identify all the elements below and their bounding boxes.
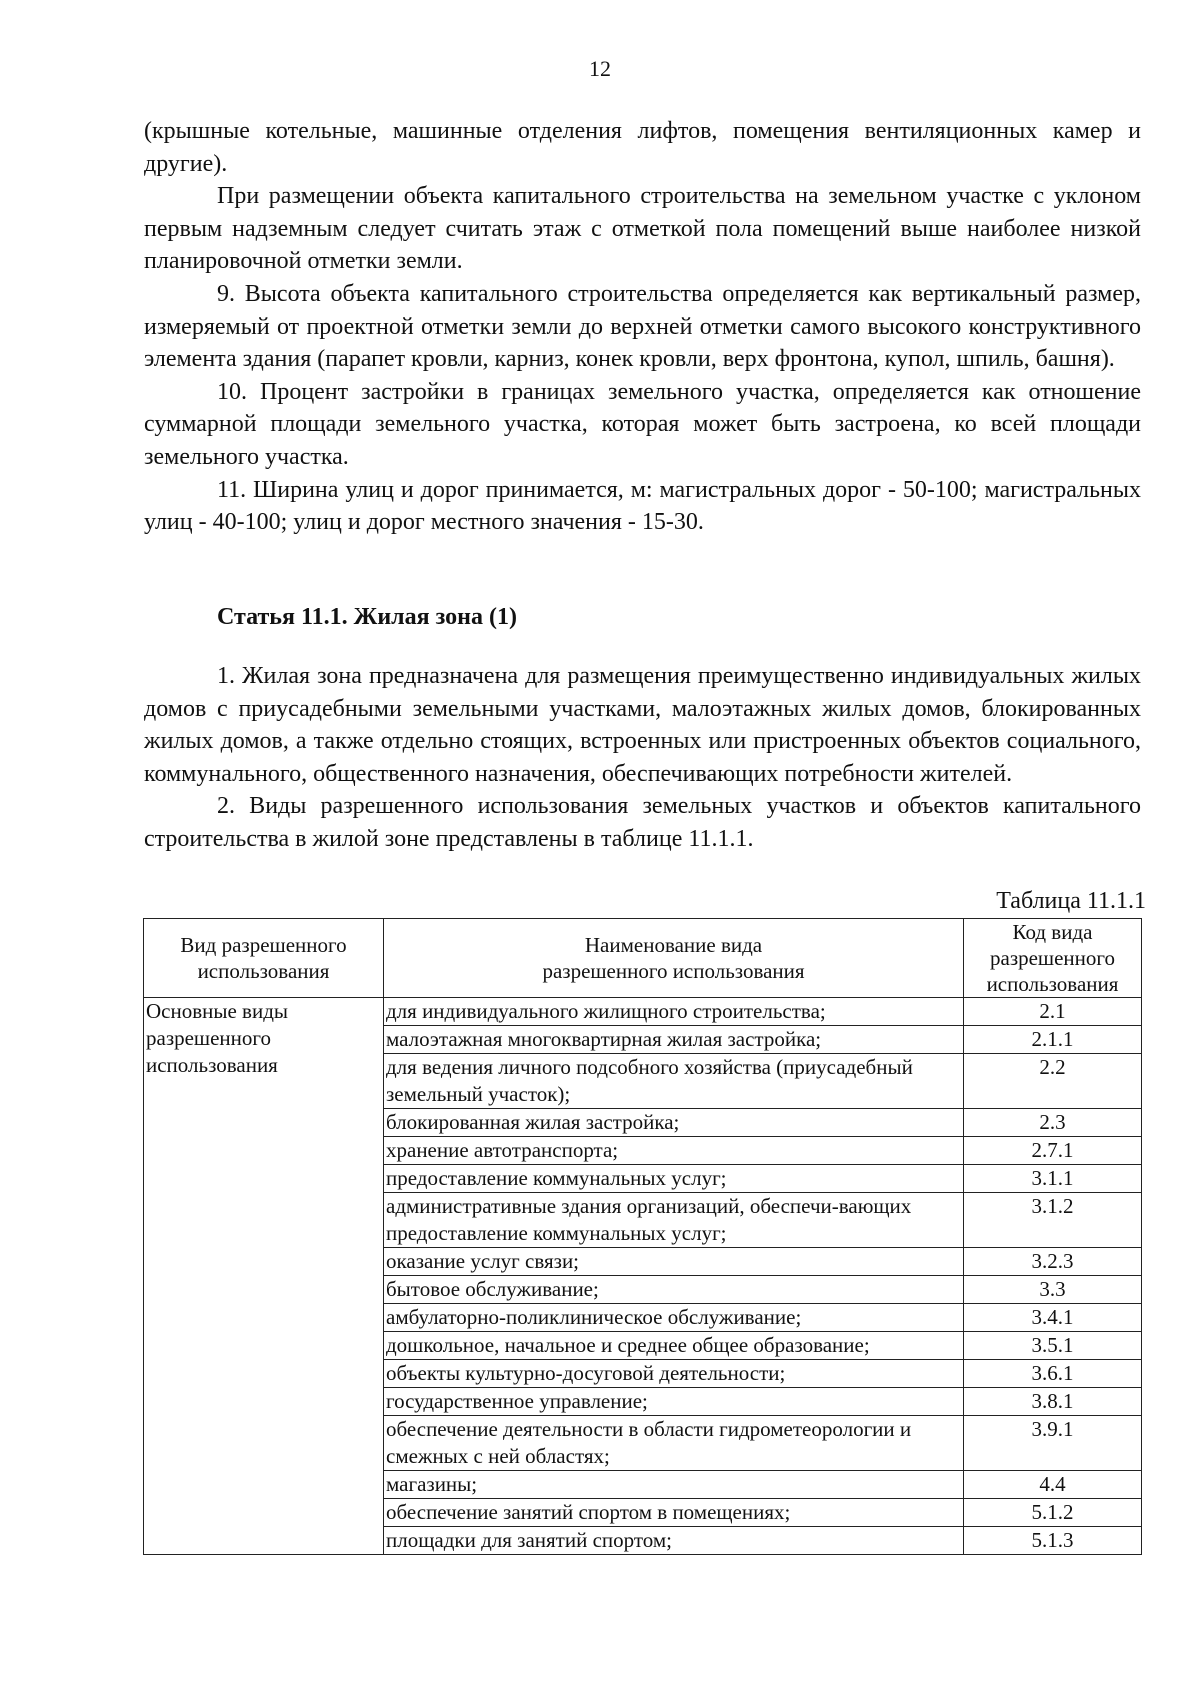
permitted-use-table: [143, 918, 1142, 1555]
use-code-cell: 3.9.1: [964, 1416, 1142, 1471]
table-row: [144, 998, 1142, 1026]
use-code-cell: 3.6.1: [964, 1360, 1142, 1388]
table-caption: Таблица 11.1.1: [996, 888, 1146, 914]
use-name-cell: оказание услуг связи;: [384, 1248, 964, 1276]
use-name-cell: предоставление коммунальных услуг;: [384, 1165, 964, 1193]
use-code-cell: 3.8.1: [964, 1388, 1142, 1416]
use-name-cell: государственное управление;: [384, 1388, 964, 1416]
paragraph: 2. Виды разрешенного использования земельных участков и объектов капитального строительства в жилой зоне представлены в таблице 11.1.1.: [144, 793, 1141, 852]
use-name-cell: амбулаторно-поликлиническое обслуживание;: [384, 1304, 964, 1332]
use-code-cell: 5.1.3: [964, 1527, 1142, 1555]
use-code-cell: 3.1.1: [964, 1165, 1142, 1193]
paragraph: 10. Процент застройки в границах земельного участка, определяется как отношение суммарной площади земельного участка, которая может быть застроена, ко всей площади земельного участка.: [144, 378, 1141, 470]
use-name-cell: объекты культурно-досуговой деятельности;: [384, 1360, 964, 1388]
use-code-cell: 3.5.1: [964, 1332, 1142, 1360]
header-use-code: Код вида разрешенного использования: [964, 919, 1142, 998]
use-name-cell: для ведения личного подсобного хозяйства (приусадебный земельный участок);: [384, 1054, 964, 1109]
use-code-cell: 3.4.1: [964, 1304, 1142, 1332]
use-name-cell: магазины;: [384, 1471, 964, 1499]
table-header-row: [144, 919, 1142, 998]
use-group-cell: Основные виды разрешенного использования: [144, 998, 384, 1555]
use-code-cell: 3.3: [964, 1276, 1142, 1304]
use-code-cell: 4.4: [964, 1471, 1142, 1499]
use-name-cell: административные здания организаций, обеспечи-вающих предоставление коммунальных услуг;: [384, 1193, 964, 1248]
paragraph: (крышные котельные, машинные отделения лифтов, помещения вентиляционных камер и другие).: [144, 118, 1141, 177]
use-name-cell: дошкольное, начальное и среднее общее образование;: [384, 1332, 964, 1360]
use-code-cell: 2.7.1: [964, 1137, 1142, 1165]
article-title: Статья 11.1. Жилая зона (1): [217, 604, 517, 630]
use-code-cell: 3.2.3: [964, 1248, 1142, 1276]
body-text: [144, 115, 1141, 539]
use-name-cell: для индивидуального жилищного строительства;: [384, 998, 964, 1026]
use-name-cell: блокированная жилая застройка;: [384, 1109, 964, 1137]
use-code-cell: 2.3: [964, 1109, 1142, 1137]
paragraph: 1. Жилая зона предназначена для размещения преимущественно индивидуальных жилых домов с приусадебными земельными участками, малоэтажных жилых домов, блокированных жилых домов, а также отдельно стоящих, встроенных или пристроенных объектов социального, коммунального, общественного назначения, обеспечивающих потребности жителей.: [144, 663, 1141, 787]
paragraph: 11. Ширина улиц и дорог принимается, м: магистральных дорог - 50-100; магистральных улиц - 40-100; улиц и дорог местного значения - 15-30.: [144, 476, 1141, 536]
header-use-type: Вид разрешенного использования: [144, 919, 384, 998]
use-code-cell: 5.1.2: [964, 1499, 1142, 1527]
use-code-cell: 2.1.1: [964, 1026, 1142, 1054]
use-code-cell: 2.1: [964, 998, 1142, 1026]
use-code-cell: 2.2: [964, 1054, 1142, 1109]
use-name-cell: бытовое обслуживание;: [384, 1276, 964, 1304]
page-number: 12: [589, 56, 611, 81]
use-code-cell: 3.1.2: [964, 1193, 1142, 1248]
use-name-cell: малоэтажная многоквартирная жилая застройка;: [384, 1026, 964, 1054]
paragraph: При размещении объекта капитального строительства на земельном участке с уклоном первым надземным следует считать этаж с отметкой пола помещений выше наиболее низкой планировочной отметки земли.: [144, 183, 1141, 275]
paragraph: 9. Высота объекта капитального строительства определяется как вертикальный размер, измеряемый от проектной отметки земли до верхней отметки самого высокого конструктивного элемента здания (парапет кровли, карниз, конек кровли, верх фронтона, купол, шпиль, башня).: [144, 280, 1141, 373]
header-use-name: Наименование вида разрешенного использования: [384, 919, 964, 998]
article-body: [144, 660, 1141, 856]
use-name-cell: хранение автотранспорта;: [384, 1137, 964, 1165]
use-name-cell: обеспечение занятий спортом в помещениях;: [384, 1499, 964, 1527]
use-name-cell: обеспечение деятельности в области гидрометеорологии и смежных с ней областях;: [384, 1416, 964, 1471]
use-name-cell: площадки для занятий спортом;: [384, 1527, 964, 1555]
